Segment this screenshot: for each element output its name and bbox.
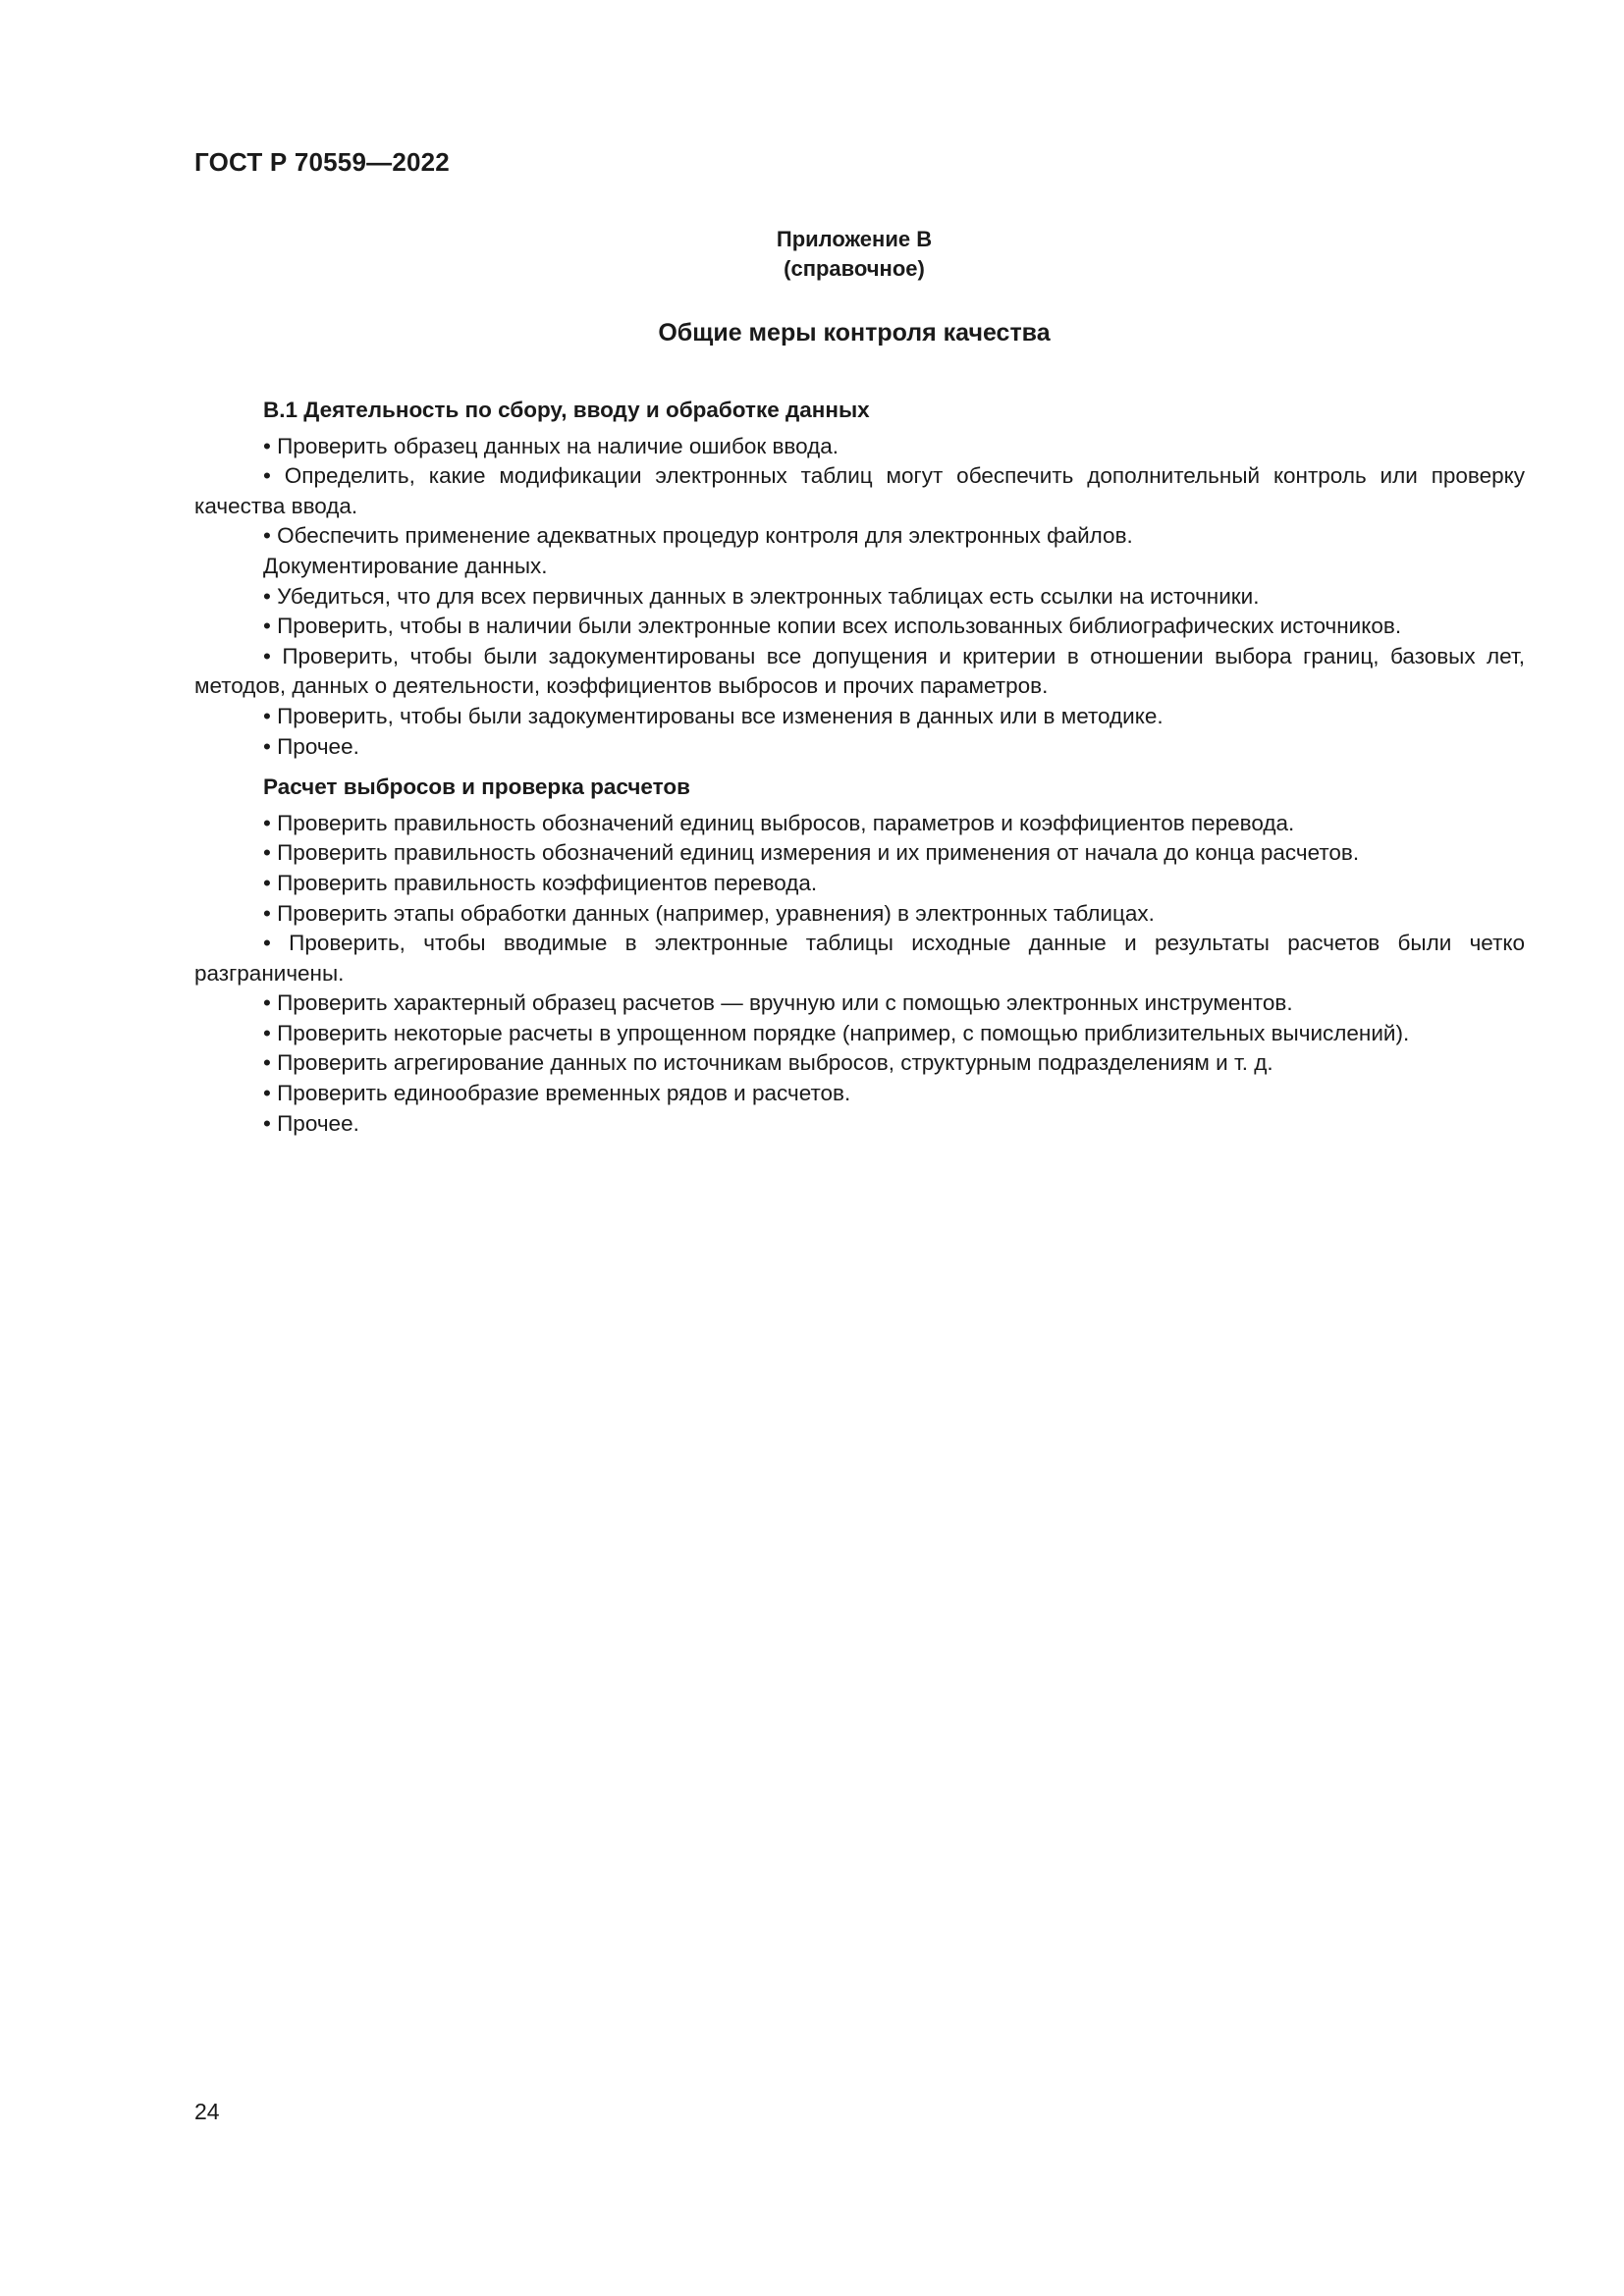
list-item: • Проверить правильность коэффициентов перевода. — [263, 870, 818, 895]
list-item: • Проверить правильность обозначений единиц выбросов, параметров и коэффициентов перевода. — [263, 810, 1295, 835]
list-item: • Проверить единообразие временных рядов и расчетов. — [263, 1081, 851, 1106]
list-item: • Проверить, чтобы были задокументированы все изменения в данных или в методике. — [263, 703, 1164, 728]
list-item: • Проверить образец данных на наличие ошибок ввода. — [263, 433, 839, 458]
list-item: • Проверить, чтобы были задокументированы все допущения и критерии в отношении выбора границ, базовых лет, методов, данных о деятельности, коэффициентов выбросов и прочих параметров. — [194, 643, 1525, 699]
list-item: • Убедиться, что для всех первичных данных в электронных таблицах есть ссылки на источники. — [263, 583, 1260, 609]
list-item: • Определить, какие модификации электронных таблиц могут обеспечить дополнительный контроль или проверку качества ввода. — [194, 463, 1525, 518]
list-item: • Прочее. — [263, 733, 359, 759]
section-calculations-list — [194, 809, 1525, 1140]
list-item: • Проверить этапы обработки данных (например, уравнения) в электронных таблицах. — [263, 900, 1155, 926]
document-body — [194, 396, 1525, 1139]
section-heading-calculations: Расчет выбросов и проверка расчетов — [263, 774, 690, 800]
annex-label: Приложение В — [776, 227, 933, 251]
list-item: • Проверить, чтобы вводимые в электронные таблицы исходные данные и результаты расчетов были четко разграничены. — [194, 931, 1525, 986]
list-item: • Проверить некоторые расчеты в упрощенном порядке (например, с помощью приблизительных вычислений). — [263, 1020, 1410, 1045]
document-code: ГОСТ Р 70559—2022 — [194, 147, 450, 177]
list-item: • Проверить характерный образец расчетов — вручную или с помощью электронных инструментов. — [263, 990, 1293, 1016]
annex-kind: (справочное) — [784, 256, 925, 281]
list-item: • Проверить агрегирование данных по источникам выбросов, структурным подразделениям и т. д. — [263, 1050, 1273, 1076]
section-heading-b1: В.1 Деятельность по сбору, вводу и обработке данных — [263, 398, 870, 422]
list-item: • Проверить правильность обозначений единиц измерения и их применения от начала до конца расчетов. — [263, 840, 1360, 866]
list-item: • Прочее. — [263, 1110, 359, 1136]
annex-header — [0, 225, 1624, 284]
list-item: • Обеспечить применение адекватных процедур контроля для электронных файлов. — [263, 523, 1133, 549]
section-b1-list — [194, 432, 1525, 763]
page-number: 24 — [194, 2099, 220, 2124]
list-item: • Проверить, чтобы в наличии были электронные копии всех использованных библиографических источников. — [263, 614, 1402, 639]
annex-title: Общие меры контроля качества — [658, 319, 1051, 347]
list-item: Документирование данных. — [263, 553, 548, 578]
